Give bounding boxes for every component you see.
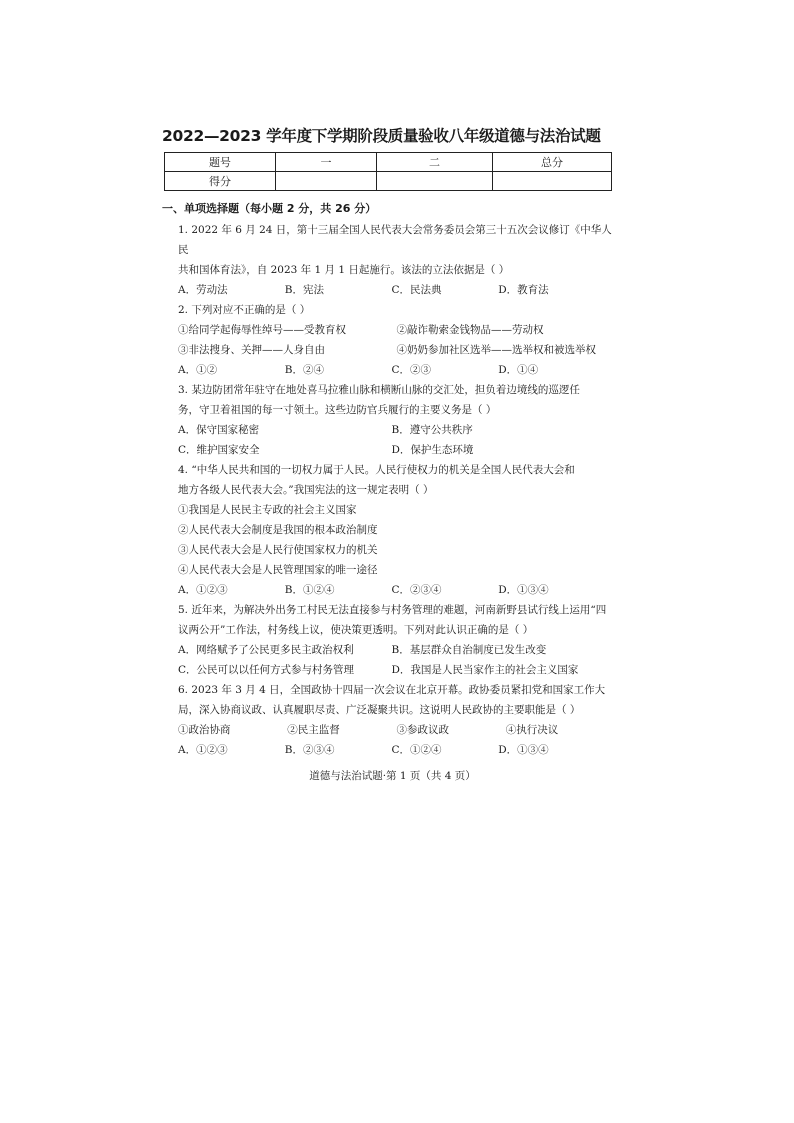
question-4-options xyxy=(178,580,605,600)
item-2: ②敲诈勒索金钱物品——劳动权 xyxy=(396,324,544,336)
option-b: B．②③④ xyxy=(284,744,335,756)
question-1-stem-line-1: 1. 2022 年 6 月 24 日，第十三届全国人民代表大会常务委员会第三十五次会议修订《中华人民 xyxy=(178,224,612,256)
question-6-stem-line-2: 局，深入协商议政、认真履职尽责、广泛凝聚共识。这说明人民政协的主要职能是（ ） xyxy=(178,704,581,716)
option-a: A．劳动法 xyxy=(178,284,228,296)
score-table-score-row xyxy=(165,172,612,191)
option-d: D．保护生态环境 xyxy=(391,444,474,456)
option-a: A．①②③ xyxy=(178,744,228,756)
item-4: ④人民代表大会是人民管理国家的唯一途径 xyxy=(178,564,378,576)
option-a: A．保守国家秘密 xyxy=(178,424,260,436)
question-6-stem-line-1: 6. 2023 年 3 月 4 日，全国政协十四届一次会议在北京开幕。政协委员紧扣党和国家工作大 xyxy=(178,684,606,696)
item-1: ①政治协商 xyxy=(178,724,231,736)
page-footer: 道德与法治试题·第 1 页（共 4 页） xyxy=(309,770,476,782)
option-b: B．基层群众自治制度已发生改变 xyxy=(391,644,547,656)
score-header-part-2: 二 xyxy=(377,153,493,172)
option-c: C．②③④ xyxy=(391,584,442,596)
option-d: D．①③④ xyxy=(498,744,549,756)
question-5-stem-line-1: 5. 近年来，为解决外出务工村民无法直接参与村务管理的难题，河南新野县试行线上运用“四 xyxy=(178,604,607,616)
question-2-items-row-2 xyxy=(178,340,615,360)
question-6 xyxy=(164,680,615,760)
option-a: A．网络赋予了公民更多民主政治权利 xyxy=(178,644,354,656)
item-3: ③人民代表大会是人民行使国家权力的机关 xyxy=(178,544,378,556)
option-d: D．①④ xyxy=(498,364,539,376)
score-header-question-number: 题号 xyxy=(165,153,276,172)
question-2-items-row-1 xyxy=(178,320,615,340)
option-c: C．②③ xyxy=(391,364,432,376)
option-d: D．①③④ xyxy=(498,584,549,596)
option-c: C．民法典 xyxy=(391,284,442,296)
option-a: A．①② xyxy=(178,364,218,376)
question-1 xyxy=(164,220,615,300)
exam-sheet xyxy=(150,118,615,783)
option-d: D．教育法 xyxy=(498,284,549,296)
option-c: C．维护国家安全 xyxy=(178,444,260,456)
question-6-options xyxy=(178,740,605,760)
item-4: ④执行决议 xyxy=(505,724,559,736)
option-b: B．宪法 xyxy=(284,284,324,296)
question-2-stem: 2. 下列对应不正确的是（ ） xyxy=(178,304,311,316)
option-c: C．①②④ xyxy=(391,744,442,756)
option-b: B．遵守公共秩序 xyxy=(391,424,473,436)
option-a: A．①②③ xyxy=(178,584,228,596)
question-3 xyxy=(164,380,615,460)
question-2-options xyxy=(178,360,605,380)
question-3-options xyxy=(178,420,605,460)
score-table xyxy=(164,152,612,191)
score-header-part-1: 一 xyxy=(276,153,377,172)
item-3: ③非法搜身、关押——人身自由 xyxy=(178,344,325,356)
item-2: ②民主监督 xyxy=(287,724,340,736)
score-header-total: 总分 xyxy=(493,153,612,172)
question-1-stem-line-2: 共和国体育法》，自 2023 年 1 月 1 日起施行。该法的立法依据是（ ） xyxy=(178,264,510,276)
option-b: B．①②④ xyxy=(284,584,335,596)
score-cell-part-1 xyxy=(276,172,377,191)
score-cell-total xyxy=(493,172,612,191)
item-3: ③参政议政 xyxy=(396,724,449,736)
score-table-header-row xyxy=(165,153,612,172)
question-4 xyxy=(164,460,615,600)
question-3-stem-line-2: 务，守卫着祖国的每一寸领土。这些边防官兵履行的主要义务是（ ） xyxy=(178,404,497,416)
option-c: C．公民可以以任何方式参与村务管理 xyxy=(178,664,355,676)
option-d: D．我国是人民当家作主的社会主义国家 xyxy=(391,664,579,676)
item-2: ②人民代表大会制度是我国的根本政治制度 xyxy=(178,524,378,536)
option-b: B．②④ xyxy=(284,364,324,376)
question-4-stem-line-2: 地方各级人民代表大会。”我国宪法的这一规定表明（ ） xyxy=(178,484,434,496)
item-1: ①我国是人民民主专政的社会主义国家 xyxy=(178,504,357,516)
question-5 xyxy=(164,600,615,680)
question-5-options xyxy=(178,640,605,680)
question-2 xyxy=(164,300,615,380)
question-5-stem-line-2: 议两公开”工作法，村务线上议，使决策更透明。下列对此认识正确的是（ ） xyxy=(178,624,534,636)
question-6-items xyxy=(178,720,615,740)
question-3-stem-line-1: 3. 某边防团常年驻守在地处喜马拉雅山脉和横断山脉的交汇处，担负着边境线的巡逻任 xyxy=(178,384,580,396)
item-4: ④奶奶参加社区选举——选举权和被选举权 xyxy=(396,344,596,356)
question-4-stem-line-1: 4. “中华人民共和国的一切权力属于人民。人民行使权力的机关是全国人民代表大会和 xyxy=(178,464,575,476)
section-heading: 一、单项选择题（每小题 2 分，共 26 分） xyxy=(162,202,377,215)
score-row-label: 得分 xyxy=(165,172,276,191)
item-1: ①给同学起侮辱性绰号——受教育权 xyxy=(178,324,346,336)
exam-title: 2022—2023 学年度下学期阶段质量验收八年级道德与法治试题 xyxy=(162,127,601,145)
score-cell-part-2 xyxy=(377,172,493,191)
question-1-options xyxy=(178,280,605,300)
